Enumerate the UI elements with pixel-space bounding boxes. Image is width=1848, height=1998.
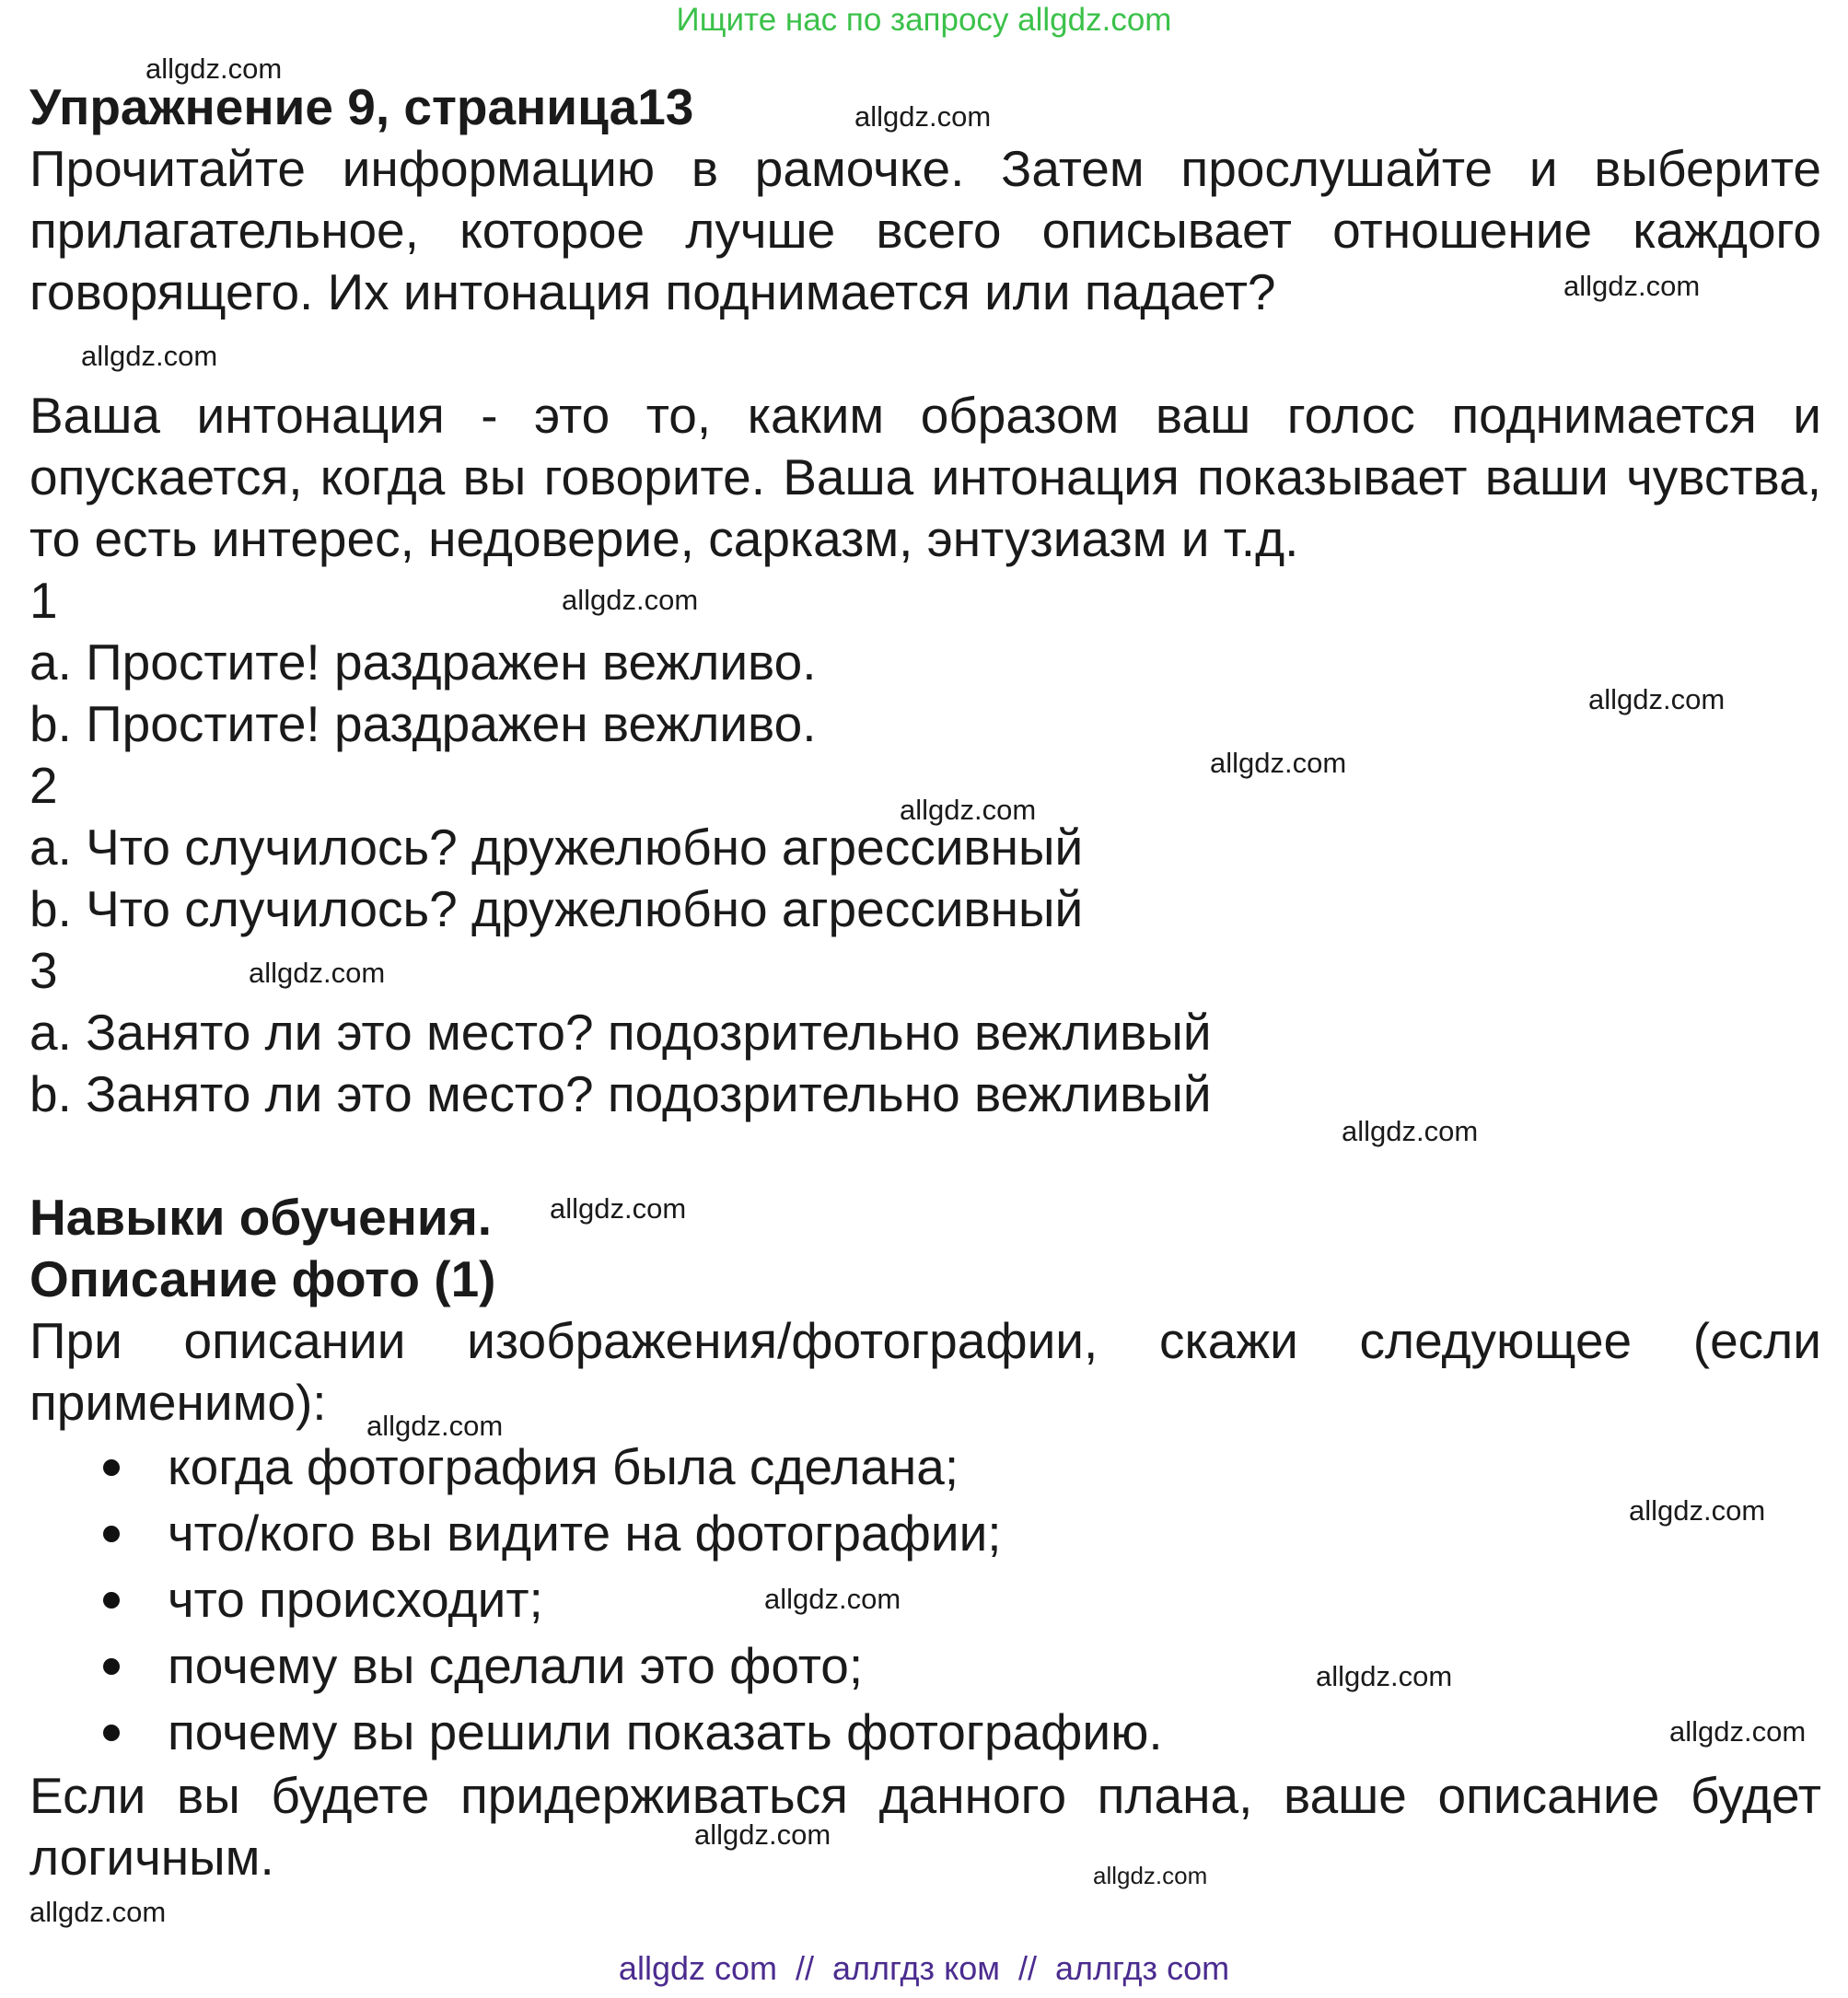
exercise-instructions: Прочитайте информацию в рамочке. Затем прослушайте и выберите прилагательное, которое лучше всего описывает отношение каждого говорящего. Их интонация поднимается или падает? [29,140,1821,320]
bullet-icon [103,1658,120,1675]
spacer [29,323,1821,385]
bullet-icon [103,1592,120,1609]
answer-option-b: b. Занято ли это место? подозрительно вежливый [29,1065,1212,1122]
list-item [29,1699,1821,1765]
info-box-text: Ваша интонация - это то, каким образом ваш голос поднимается и опускается, когда вы говорите. Ваша интонация показывает ваши чувства, то есть интерес, недоверие, сарказм, энтузиазм и т.д. [29,387,1821,567]
answer-option-b: b. Простите! раздражен вежливо. [29,695,817,752]
watermark: allgdz.com [694,1818,831,1851]
watermark: allgdz.com [550,1192,687,1225]
bullet-icon [103,1526,120,1542]
watermark: allgdz.com [854,100,992,133]
answer-option-b: b. Что случилось? дружелюбно агрессивный [29,880,1084,937]
list-item-text: почему вы решили показать фотографию. [168,1703,1163,1760]
watermark: allgdz.com [1669,1715,1807,1748]
bullet-icon [103,1459,120,1476]
answer-option-a: a. Простите! раздражен вежливо. [29,633,817,691]
list-item [29,1632,1821,1699]
watermark: allgdz.com [562,584,699,616]
top-banner: Ищите нас по запросу allgdz.com [676,2,1172,38]
answer-number: 3 [29,942,58,999]
watermark: allgdz.com [764,1583,901,1615]
list-item [29,1434,1821,1500]
exercise-title: Упражнение 9, страница13 [29,78,694,135]
bullet-icon [103,1725,120,1741]
answer-option-a: a. Что случилось? дружелюбно агрессивный [29,819,1084,876]
list-item-text: что происходит; [168,1571,543,1628]
list-item [29,1500,1821,1566]
answer-group-1 [29,570,1821,755]
watermark: allgdz.com [1629,1494,1766,1527]
photo-heading: Описание фото (1) [29,1250,496,1307]
watermark: allgdz.com [1210,747,1347,779]
conclusion-text: Если вы будете придерживаться данного плана, ваше описание будет логичным. [29,1767,1821,1886]
watermark: allgdz.com [900,794,1037,826]
spacer [29,1125,1821,1187]
photo-plan-list [29,1434,1821,1765]
watermark: allgdz.com [81,340,218,372]
watermark: allgdz.com [1093,1862,1208,1889]
skills-heading: Навыки обучения. [29,1189,493,1246]
watermark: allgdz.com [1588,683,1726,715]
photo-intro: При описании изображения/фотографии, скажи следующее (если применимо): [29,1312,1821,1431]
answer-group-2 [29,755,1821,940]
watermark: allgdz.com [1316,1660,1453,1692]
watermark: allgdz.com [1342,1115,1479,1147]
list-item-text: что/кого вы видите на фотографии; [168,1504,1002,1562]
watermark: allgdz.com [366,1410,504,1442]
answer-number: 2 [29,757,58,814]
watermark: allgdz.com [1563,270,1701,302]
watermark: allgdz.com [29,1896,167,1928]
list-item [29,1566,1821,1632]
watermark: allgdz.com [249,957,386,989]
answer-number: 1 [29,572,58,629]
watermark: allgdz.com [145,52,283,85]
answer-option-a: a. Занято ли это место? подозрительно вежливый [29,1004,1212,1061]
list-item-text: когда фотография была сделана; [168,1438,959,1495]
footer-links: allgdz com // аллгдз ком // аллгдз com [618,1949,1230,1987]
list-item-text: почему вы сделали это фото; [168,1637,864,1694]
